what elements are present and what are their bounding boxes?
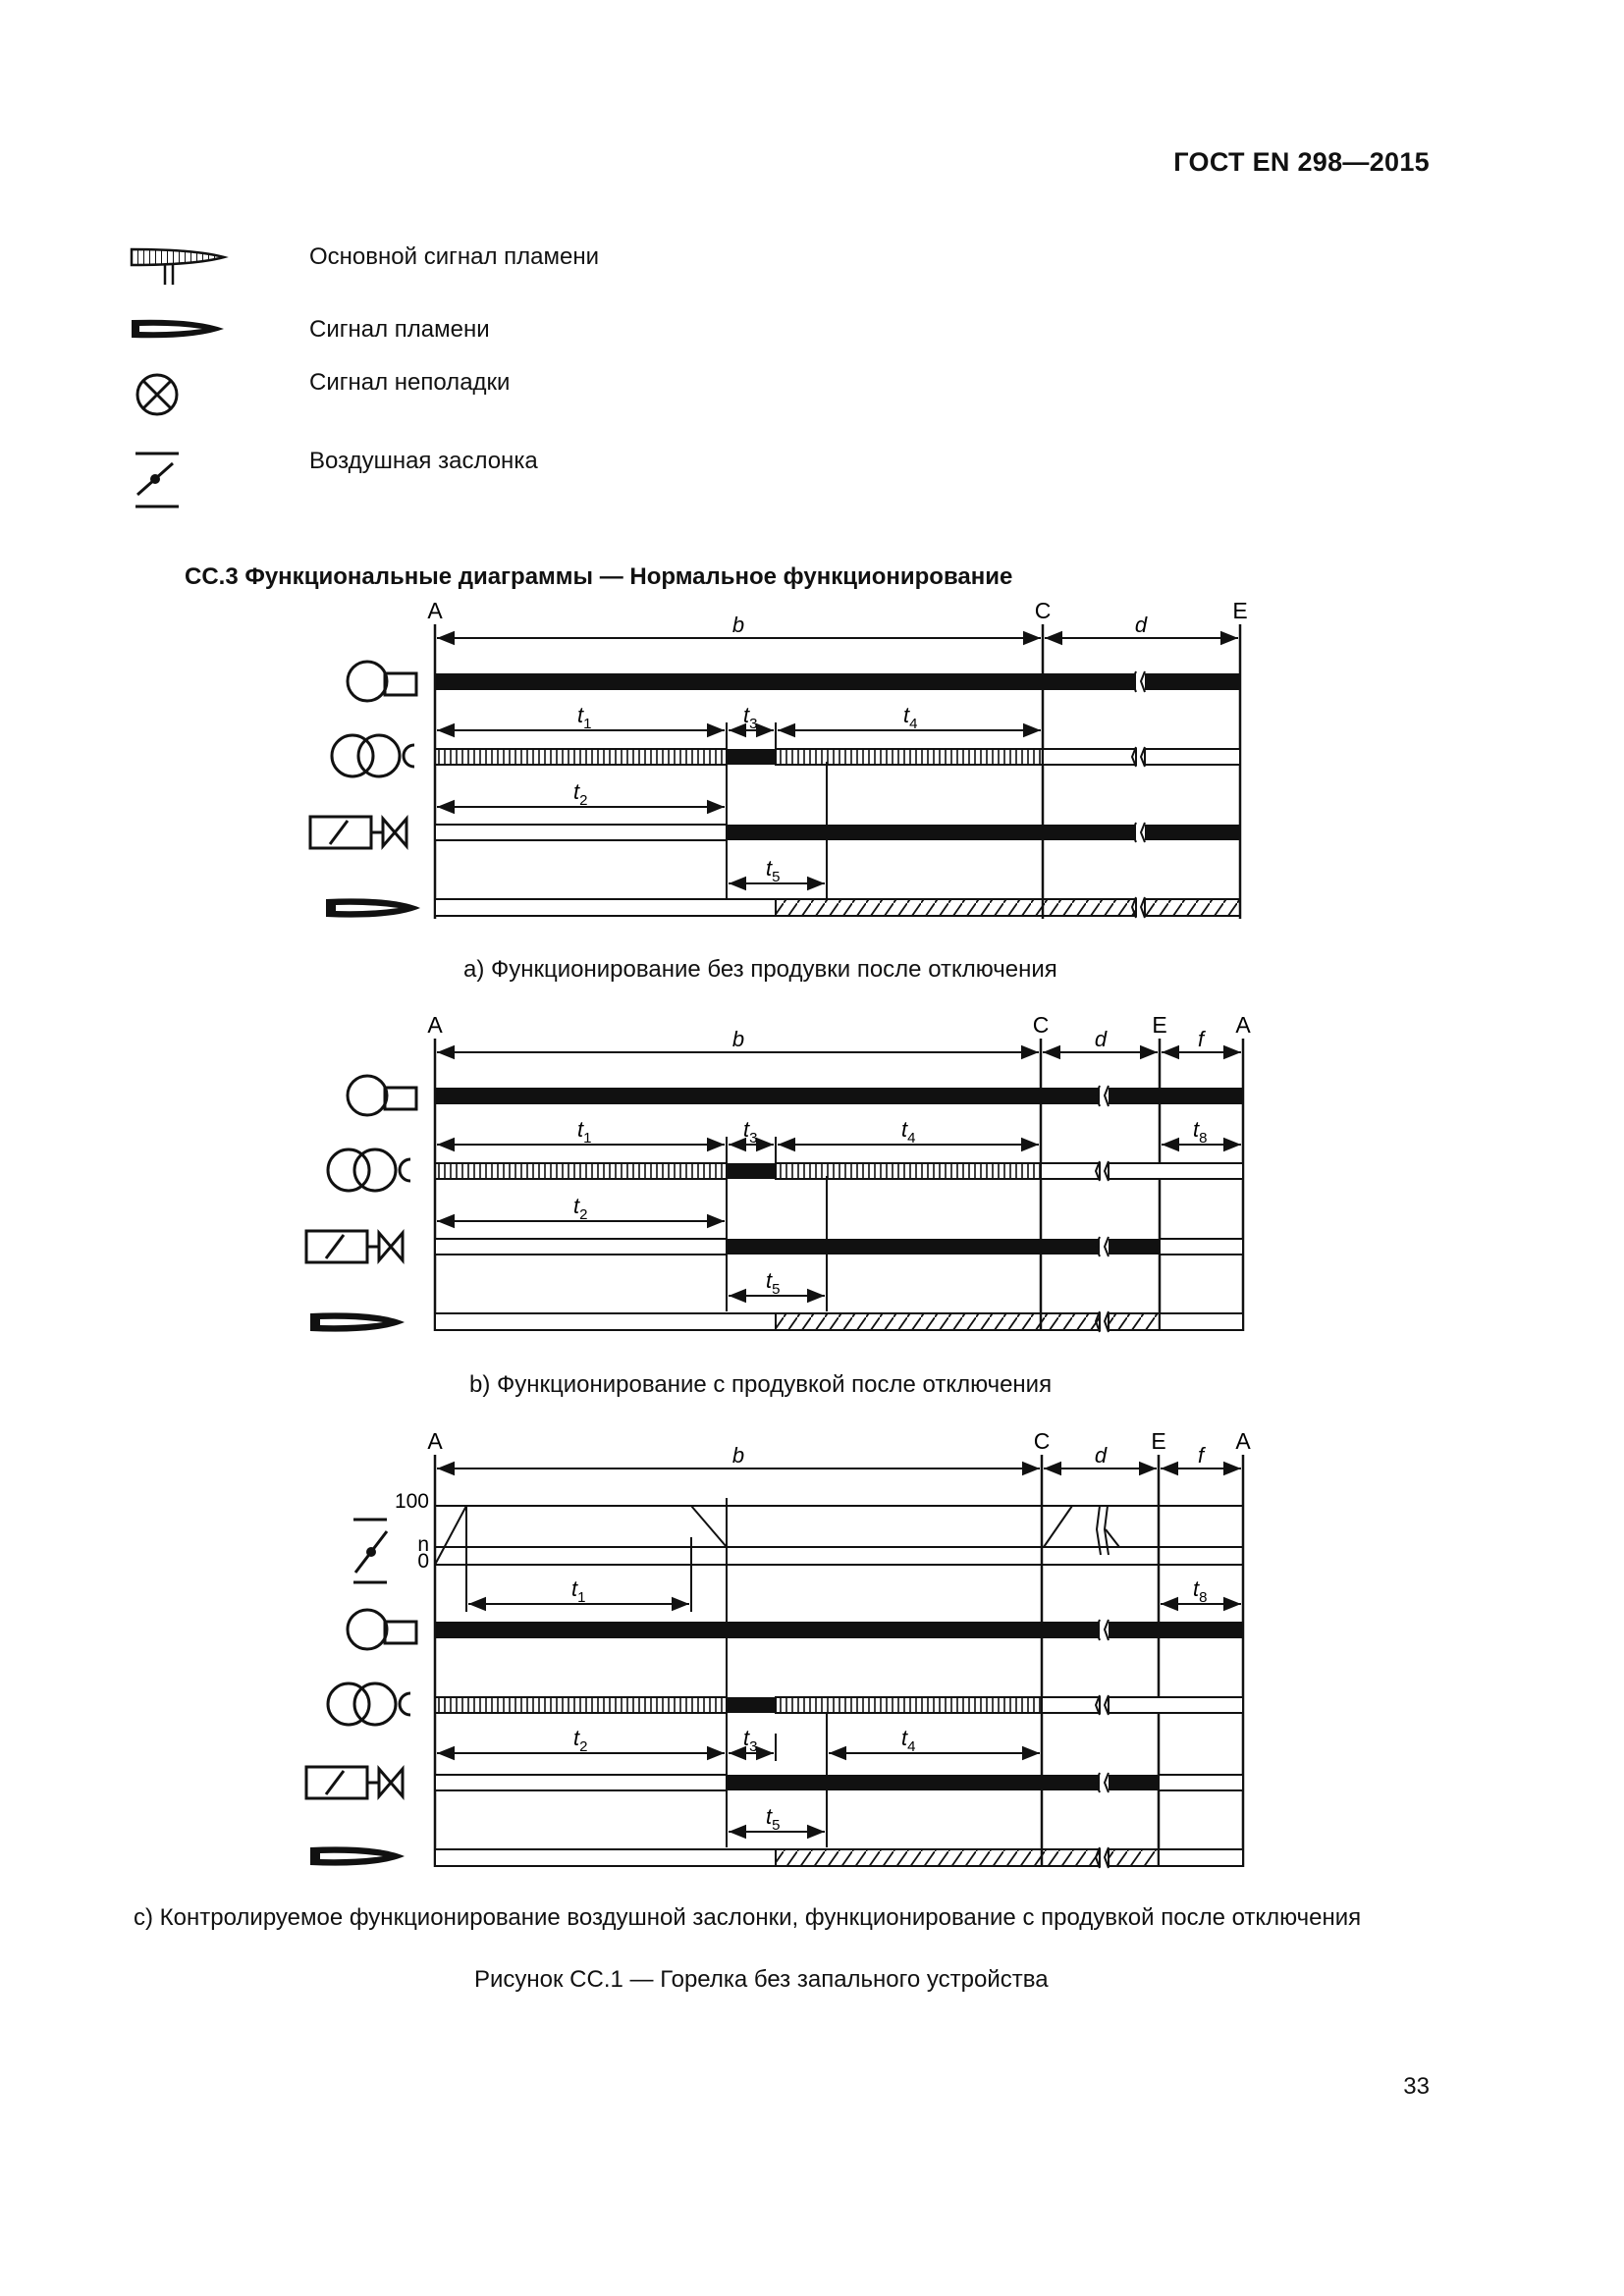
flame-signal-icon <box>310 1846 405 1865</box>
interval-f: f <box>1197 1443 1205 1468</box>
legend-label-damper: Воздушная заслонка <box>309 448 538 474</box>
time-t8: $t_8$ <box>1193 1117 1208 1147</box>
legend-icons <box>126 236 234 520</box>
time-t3: $t_3$ <box>743 1117 758 1147</box>
point-label-E: E <box>1152 1012 1167 1038</box>
time-t1: $t_1$ <box>577 703 592 732</box>
interval-b: b <box>731 613 745 637</box>
interval-d: d <box>1094 1443 1108 1468</box>
point-label-A: A <box>427 1428 443 1454</box>
fan-icon <box>348 1076 416 1115</box>
fan-icon <box>348 662 416 701</box>
point-label-C: C <box>1032 1012 1050 1038</box>
point-label-E: E <box>1232 598 1248 623</box>
caption-a: a) Функционирование без продувки после отключения <box>463 956 1057 983</box>
ignition-transformer-icon <box>332 735 414 776</box>
caption-b: b) Функционирование с продувкой после отключения <box>469 1371 1053 1398</box>
time-t4: $t_4$ <box>901 1726 916 1755</box>
fault-signal-icon <box>137 375 177 414</box>
document-code: ГОСТ EN 298—2015 <box>1173 147 1430 177</box>
ignition-transformer-icon <box>328 1149 410 1191</box>
point-label-A-end: A <box>1235 1428 1251 1454</box>
time-t5: $t_5$ <box>766 1268 781 1298</box>
ignition-transformer-icon <box>328 1683 410 1725</box>
time-t2: $t_2$ <box>573 779 588 809</box>
time-t1: $t_1$ <box>571 1576 586 1606</box>
gas-valve-icon <box>306 1231 403 1262</box>
fan-icon <box>348 1610 416 1649</box>
interval-d: d <box>1134 613 1148 637</box>
point-label-E: E <box>1151 1428 1166 1454</box>
time-t4: $t_4$ <box>903 703 918 732</box>
point-label-C: C <box>1033 1428 1051 1454</box>
point-label-C: C <box>1034 598 1052 623</box>
time-t3: $t_3$ <box>743 1726 758 1755</box>
time-t2: $t_2$ <box>573 1194 588 1223</box>
time-t3: $t_3$ <box>743 703 758 732</box>
flame-signal-icon <box>132 320 224 339</box>
air-damper-icon <box>353 1520 387 1582</box>
interval-b: b <box>731 1443 745 1468</box>
time-t5: $t_5$ <box>766 1804 781 1834</box>
time-t4: $t_4$ <box>901 1117 916 1147</box>
diagram-a <box>0 589 1624 942</box>
time-t1: $t_1$ <box>577 1117 592 1147</box>
air-damper-icon <box>135 454 179 507</box>
point-label-A: A <box>427 598 443 623</box>
point-label-A-end: A <box>1235 1012 1251 1038</box>
section-title: СС.3 Функциональные диаграммы — Нормальное функционирование <box>185 563 1013 590</box>
interval-d: d <box>1094 1027 1108 1051</box>
interval-b: b <box>731 1027 745 1051</box>
gas-valve-icon <box>306 1767 403 1798</box>
axis-label-0: 0 <box>417 1550 429 1573</box>
interval-f: f <box>1197 1027 1205 1051</box>
time-t2: $t_2$ <box>573 1726 588 1755</box>
time-t8: $t_8$ <box>1193 1576 1208 1606</box>
flame-signal-icon <box>326 898 420 917</box>
caption-c: c) Контролируемое функционирование воздушной заслонки, функционирование с продувкой после отключения <box>134 1904 1362 1931</box>
flame-signal-icon <box>310 1312 405 1331</box>
gas-valve-icon <box>310 817 406 848</box>
axis-label-n: n <box>417 1533 429 1556</box>
diagram-c <box>0 1419 1624 1871</box>
page-number: 33 <box>1403 2073 1430 2100</box>
legend-label-fault: Сигнал неполадки <box>309 369 511 396</box>
main-flame-signal-icon <box>132 249 224 285</box>
point-label-A: A <box>427 1012 443 1038</box>
diagram-b <box>0 1003 1624 1347</box>
legend-label-flame: Сигнал пламени <box>309 316 490 343</box>
time-t5: $t_5$ <box>766 856 781 885</box>
axis-label-100: 100 <box>394 1490 429 1513</box>
legend-label-main-flame: Основной сигнал пламени <box>309 243 599 270</box>
figure-caption: Рисунок СС.1 — Горелка без запального устройства <box>474 1966 1049 1993</box>
